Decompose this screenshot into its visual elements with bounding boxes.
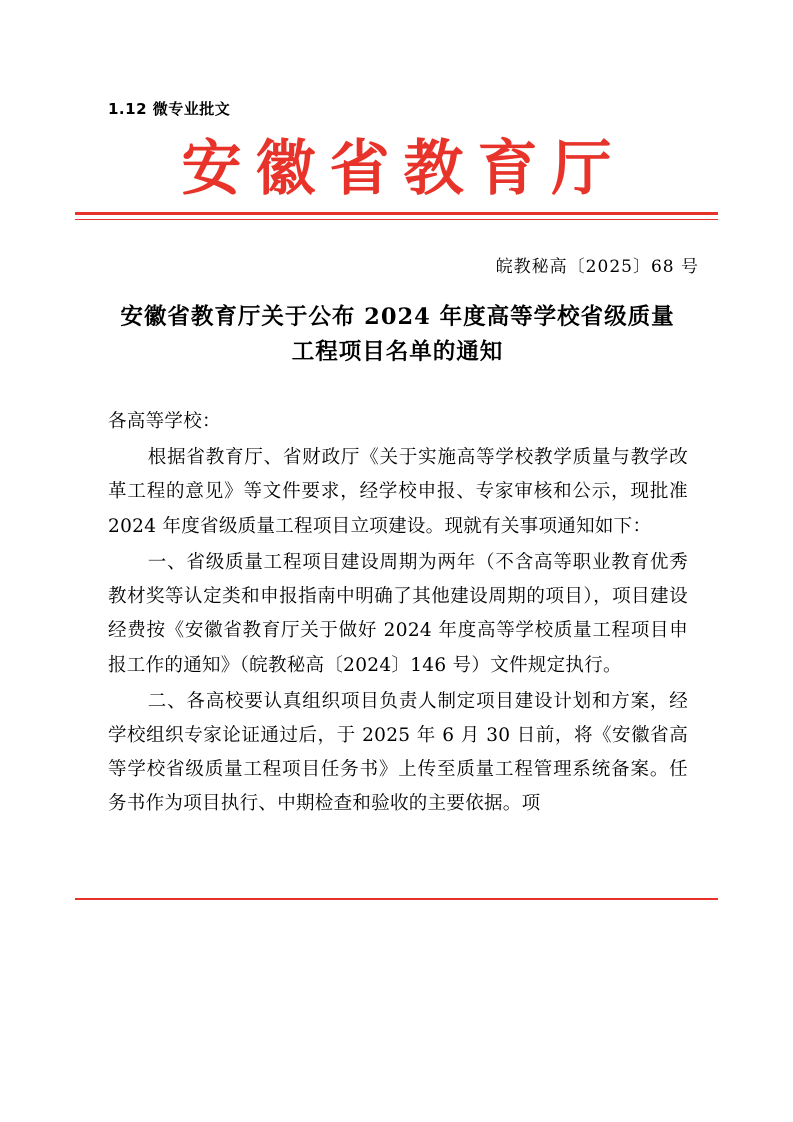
document-title: 安徽省教育厅关于公布 2024 年度高等学校省级质量工程项目名单的通知 <box>120 304 675 365</box>
document-number: 皖教秘高〔2025〕68 号 <box>495 257 699 277</box>
masthead-title: 安徽省教育厅 <box>181 134 626 204</box>
footer-divider <box>75 898 718 900</box>
document-body <box>108 405 688 824</box>
body-paragraph: 根据省教育厅、省财政厅《关于实施高等学校教学质量与教学改革工程的意见》等文件要求，经学校申报、专家审核和公示，现批准 2024 年度省级质量工程项目立项建设。现就有关事项通知如下： <box>108 447 688 537</box>
salutation: 各高等学校： <box>108 411 221 432</box>
body-paragraph: 二、各高校要认真组织项目负责人制定项目建设计划和方案，经学校组织专家论证通过后，于 2025 年 6 月 30 日前，将《安徽省高等学校省级质量工程项目任务书》上传至质量工程管理系统备案。任务书作为项目执行、中期检查和验收的主要依据。项 <box>108 690 688 815</box>
header-divider-thick <box>75 212 718 215</box>
body-paragraph: 一、省级质量工程项目建设周期为两年（不含高等职业教育优秀教材奖等认定类和申报指南中明确了其他建设周期的项目），项目建设经费按《安徽省教育厅关于做好 2024 年度高等学校质量工程项目申报工作的通知》（皖教秘高〔2024〕146 号）文件规定执行。 <box>108 551 688 676</box>
section-label: 1.12 微专业批文 <box>108 100 231 118</box>
header-divider-thin <box>75 219 718 220</box>
